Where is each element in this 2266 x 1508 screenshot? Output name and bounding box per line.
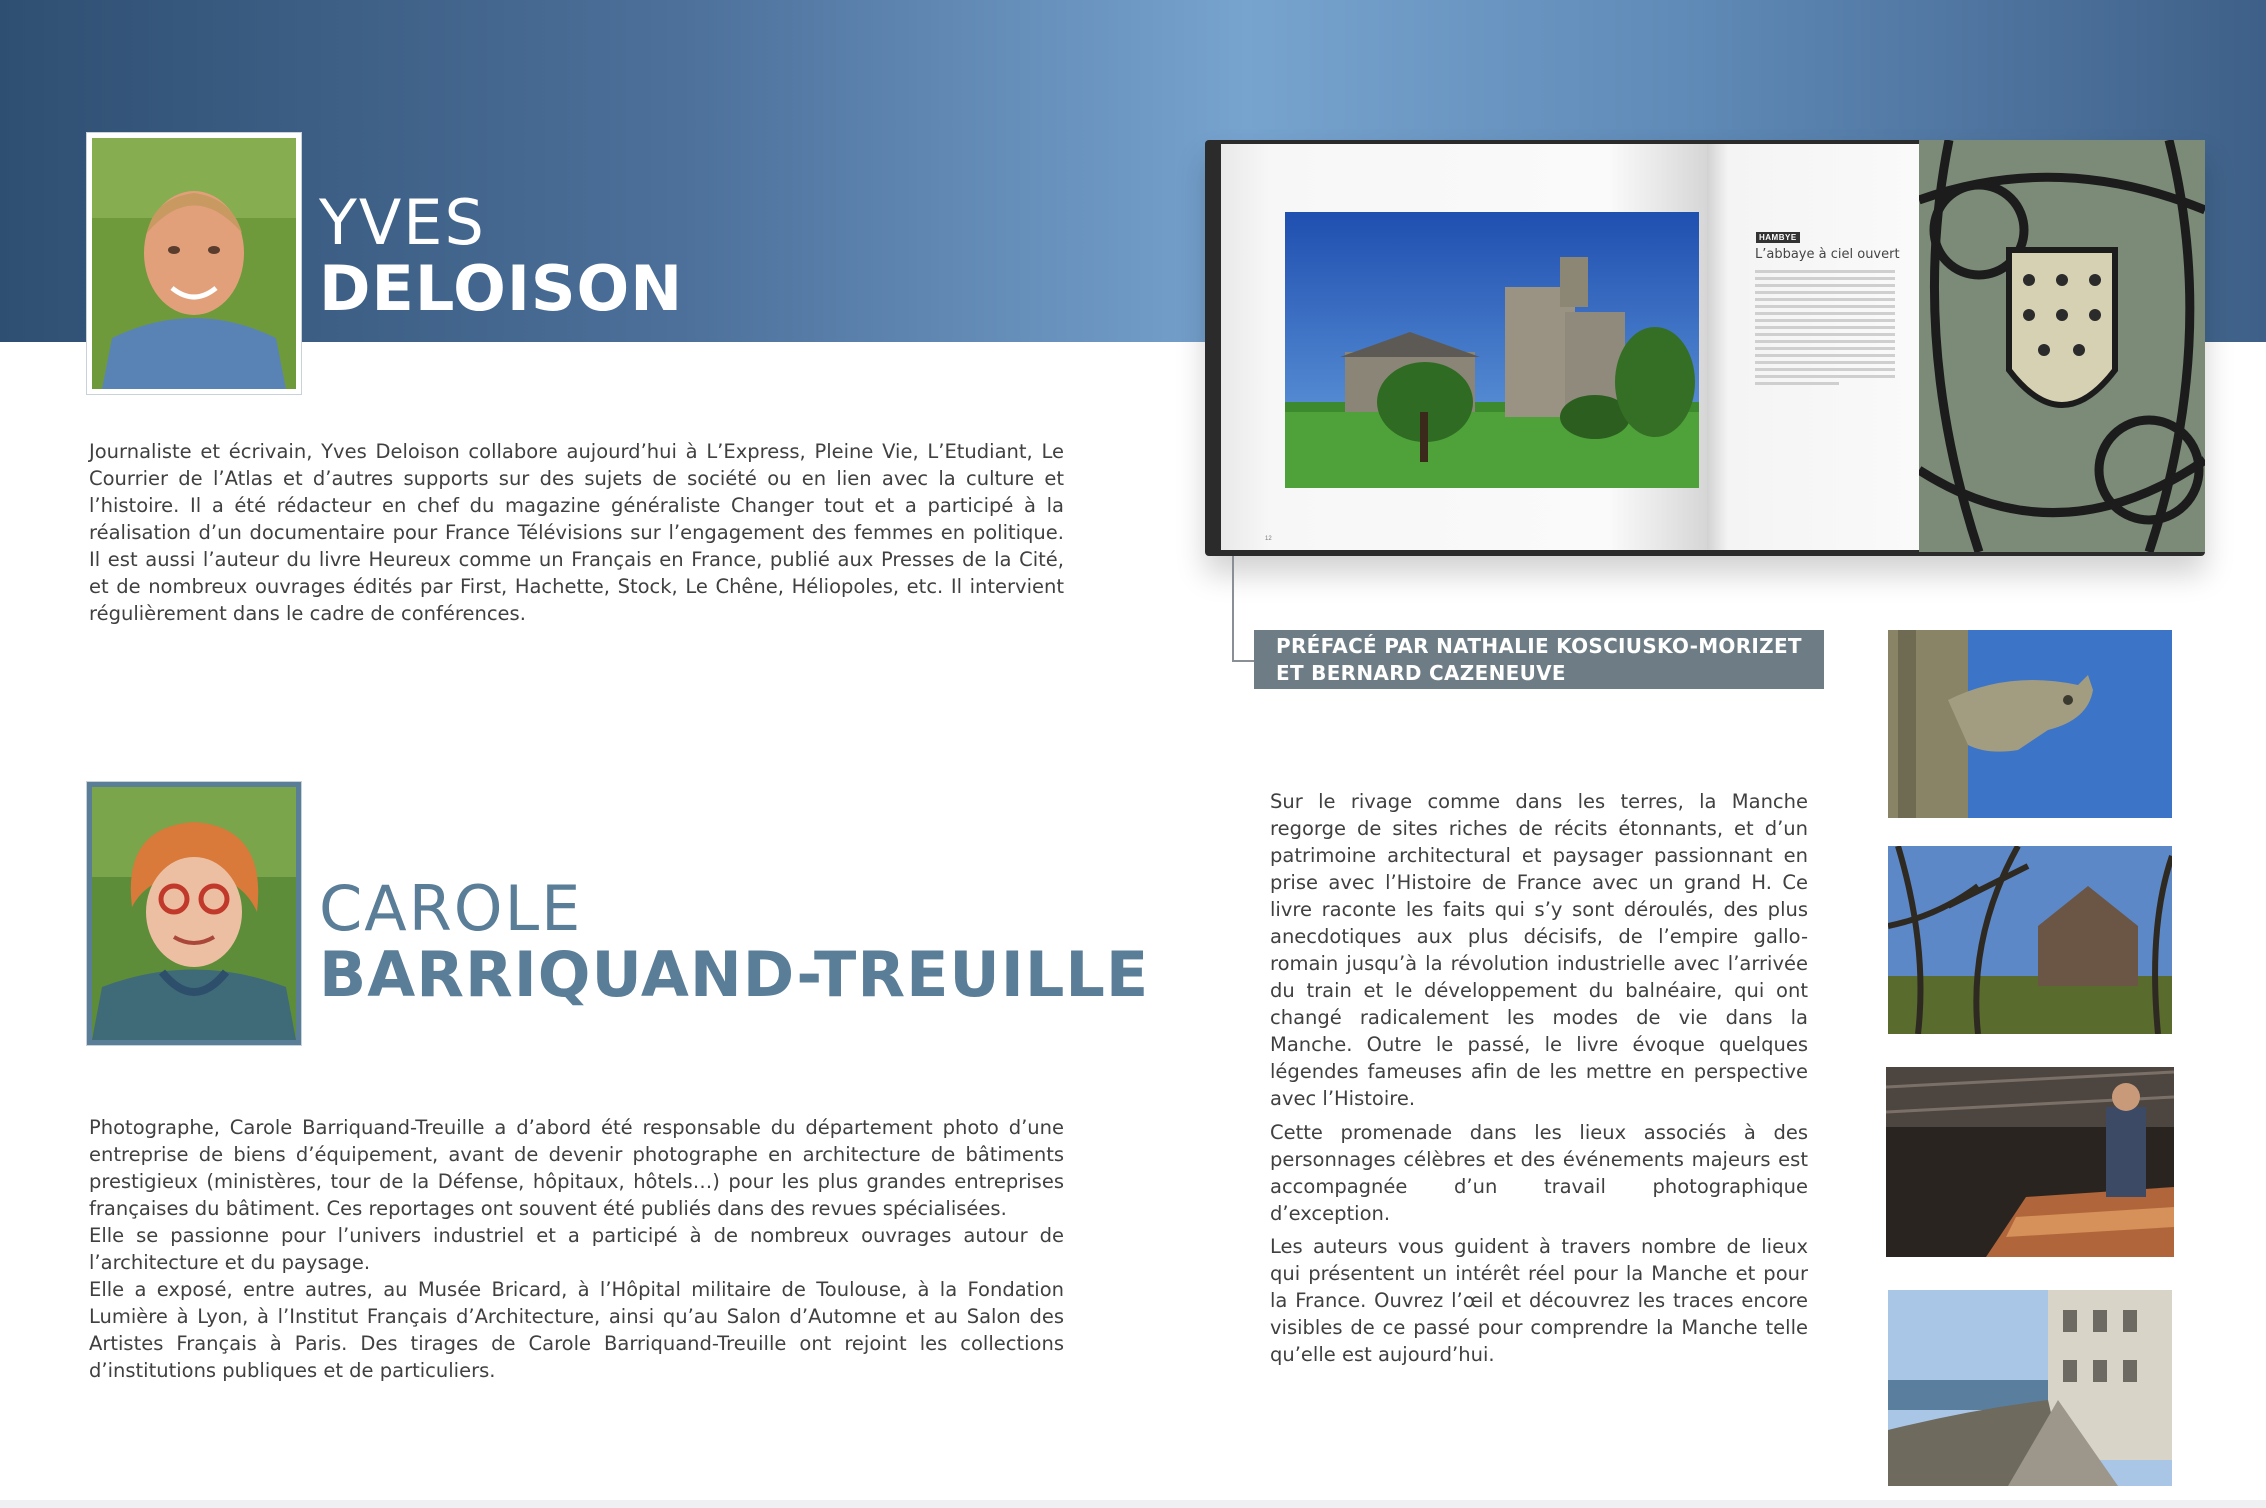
book-left-page bbox=[1221, 144, 1707, 550]
author-bio-carole bbox=[89, 1114, 1064, 1384]
book-spread-image bbox=[1205, 140, 2205, 556]
description-paragraph: Les auteurs vous guident à travers nombre de lieux qui présentent un intérêt réel pour la Manche et pour la France. Ouvrez l’œil et découvrez les traces encore visibles de ce passé pour comprendre la Manche telle qu’elle est aujourd’hui. bbox=[1270, 1235, 1808, 1366]
preface-banner bbox=[1254, 630, 1824, 689]
first-name: YVES bbox=[319, 186, 486, 259]
bio-paragraph: Journaliste et écrivain, Yves Deloison collabore aujourd’hui à L’Express, Pleine Vie, L’Etudiant, Le Courrier de l’Atlas et d’autres supports sur des sujets de société ou en lien avec la culture et l’histoire. Il a été rédacteur en chef du magazine généraliste Changer tout et a participé à la réalisation d’un documentaire pour France Télévisions sur l’engagement des femmes en politique. Il est aussi l’auteur du livre Heureux comme un Français en France, publié aux Presses de la Cité, et de nombreux ouvrages édités par First, Hachette, Stock, Le Chêne, Héliopoles, etc. Il intervient régulièrement dans le cadre de conférences. bbox=[89, 440, 1064, 625]
article-tag: HAMBYE bbox=[1756, 232, 1800, 243]
author-bio-yves bbox=[89, 438, 1064, 627]
author-portrait-yves bbox=[87, 133, 301, 394]
description-paragraph: Sur le rivage comme dans les terres, la Manche regorge de sites riches de récits étonnants, et d’un patrimoine architectural et paysager passionnant en prise avec l’Histoire de France avec un grand H. Ce livre raconte les faits qui s’y sont déroulés, des plus anecdotiques aux plus décisifs, de l’empire gallo-romain jusqu’à la révolution industrielle avec l’arrivée du train et le développement du balnéaire, qui ont changé radicalement les modes de vie dans la Manche. Outre le passé, le livre évoque quelques légendes fameuses afin de les mettre en perspective avec l’Histoire. bbox=[1270, 790, 1808, 1110]
last-name: DELOISON bbox=[319, 252, 684, 325]
article-title: L’abbaye à ciel ouvert bbox=[1755, 247, 1900, 262]
coastal-street-photo bbox=[1888, 1290, 2172, 1486]
abbey-photo bbox=[1285, 212, 1699, 488]
author-portrait-carole bbox=[87, 782, 301, 1045]
copper-workshop-photo bbox=[1886, 1067, 2174, 1257]
preface-line-1: PRÉFACÉ PAR NATHALIE KOSCIUSKO-MORIZET bbox=[1276, 634, 1802, 658]
bio-paragraph: Elle se passionne pour l’univers industriel et a participé à de nombreux ouvrages autour de l’architecture et du paysage. bbox=[89, 1224, 1064, 1274]
page-bottom-edge bbox=[0, 1500, 2266, 1508]
gargoyle-photo bbox=[1888, 630, 2172, 818]
article-text-lines bbox=[1755, 270, 1895, 389]
author-name-carole bbox=[319, 872, 1150, 1011]
bio-paragraph: Photographe, Carole Barriquand-Treuille a d’abord été responsable du département photo d’une entreprise de biens d’équipement, avant de devenir photographe en architecture de bâtiments prestigieux (ministères, tour de la Défense, hôpitaux, hôtels…) pour les plus grandes entreprises françaises du bâtiment. Ces reportages ont souvent été publiés dans des revues spécialisées. bbox=[89, 1116, 1064, 1220]
bio-paragraph: Elle a exposé, entre autres, au Musée Bricard, à l’Hôpital militaire de Toulouse, à la Fondation Lumière à Lyon, à l’Institut Français d’Architecture, ainsi qu’au Salon d’Automne et au Salon des Artistes Français à Paris. Des tirages de Carole Barriquand-Treuille ont rejoint les collections d’institutions publiques et de particuliers. bbox=[89, 1278, 1064, 1382]
preface-line-2: ET BERNARD CAZENEUVE bbox=[1276, 661, 1566, 685]
stained-glass-photo bbox=[1919, 140, 2205, 552]
first-name: CAROLE bbox=[319, 872, 583, 945]
page-number: 12 bbox=[1265, 536, 1272, 542]
author-name-yves bbox=[319, 186, 684, 325]
last-name: BARRIQUAND-TREUILLE bbox=[319, 938, 1150, 1011]
chapel-trees-photo bbox=[1888, 846, 2172, 1034]
description-paragraph: Cette promenade dans les lieux associés à des personnages célèbres et des événements majeurs est accompagnée d’un travail photographique d’exception. bbox=[1270, 1121, 1808, 1225]
